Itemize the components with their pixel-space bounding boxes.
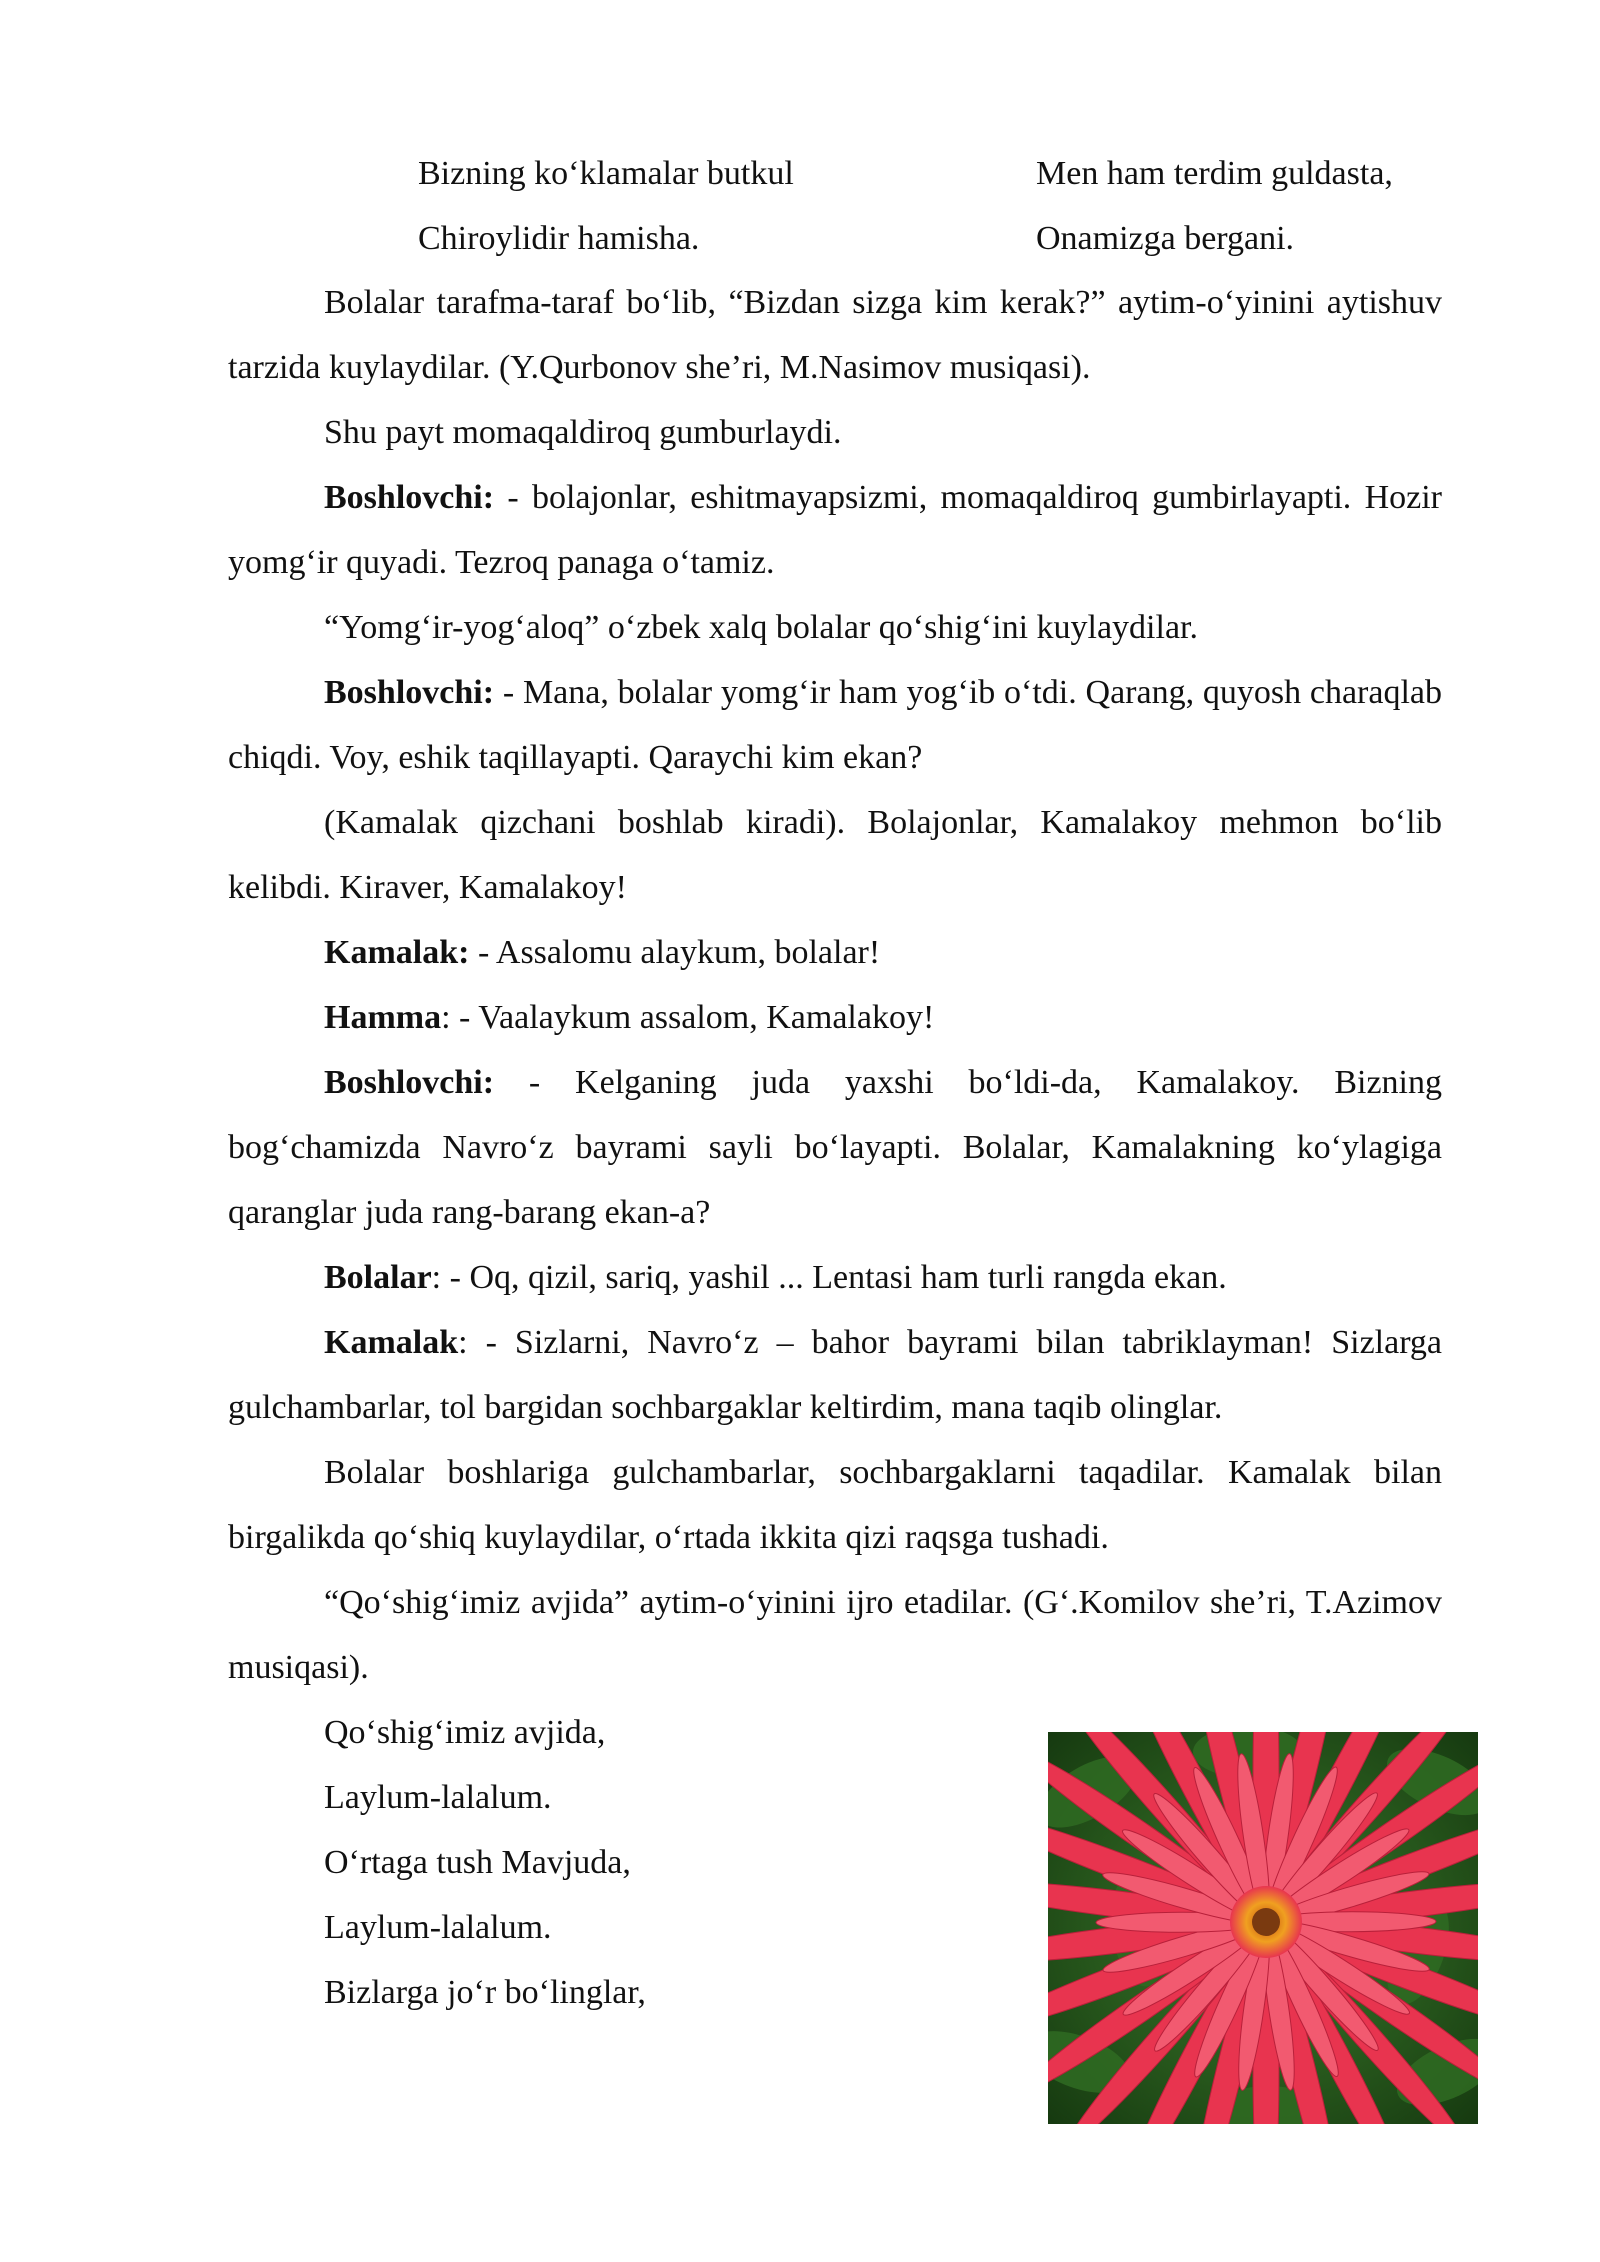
speaker-label: Boshlovchi: <box>324 674 495 711</box>
paragraph-13: “Qo‘shig‘imiz avjida” aytim-o‘yinini ijro etadilar. (G‘.Komilov she’ri, T.Azimov musiqasi). <box>228 1584 1442 1686</box>
paragraph-11: Kamalak: - Sizlarni, Navro‘z – bahor bayrami bilan tabriklayman! Sizlarga gulchambarlar, tol bargidan sochbargaklar keltirdim, mana taqib olinglar. <box>228 1324 1442 1426</box>
paragraph-1: Bolalar tarafma-taraf bo‘lib, “Bizdan sizga kim kerak?” aytim-o‘yinini aytishuv tarzida kuylaydilar. (Y.Qurbonov she’ri, M.Nasimov musiqasi). <box>228 284 1442 386</box>
verse-line-3: O‘rtaga tush Mavjuda, <box>324 1844 631 1881</box>
speaker-label: Kamalak: <box>324 934 470 971</box>
speaker-label: Bolalar <box>324 1259 432 1296</box>
verse-line-2: Laylum-lalalum. <box>324 1779 552 1816</box>
red-gerbera-flower-icon <box>1048 1732 1478 2124</box>
paragraph-7: Kamalak: - Assalomu alaykum, bolalar! <box>324 934 881 971</box>
flower-image <box>1048 1732 1478 2124</box>
paragraph-5: Boshlovchi: - Mana, bolalar yomg‘ir ham yog‘ib o‘tdi. Qarang, quyosh charaqlab chiqdi. Voy, eshik taqillayapti. Qaraychi kim ekan? <box>228 674 1442 776</box>
paragraph-10: Bolalar: - Oq, qizil, sariq, yashil ... Lentasi ham turli rangda ekan. <box>324 1259 1227 1296</box>
paragraph-3: Boshlovchi: - bolajonlar, eshitmayapsizmi, momaqaldiroq gumbirlayapti. Hozir yomg‘ir quyadi. Tezroq panaga o‘tamiz. <box>228 479 1443 581</box>
speaker-label: Boshlovchi: <box>324 479 495 516</box>
speaker-label: Boshlovchi: <box>324 1064 495 1101</box>
paragraph-6: (Kamalak qizchani boshlab kiradi). Bolajonlar, Kamalakoy mehmon bo‘lib kelibdi. Kiraver, Kamalakoy! <box>228 804 1442 906</box>
paragraph-2: Shu payt momaqaldiroq gumburlaydi. <box>324 414 842 451</box>
verse-line-1: Qo‘shig‘imiz avjida, <box>324 1714 606 1751</box>
verse-line-5: Bizlarga jo‘r bo‘linglar, <box>324 1974 646 2011</box>
paragraph-4: “Yomg‘ir-yog‘aloq” o‘zbek xalq bolalar qo‘shig‘ini kuylaydilar. <box>324 609 1198 646</box>
poem-right-line-2: Onamizga bergani. <box>1036 220 1295 257</box>
paragraph-12: Bolalar boshlariga gulchambarlar, sochbargaklarni taqadilar. Kamalak bilan birgalikda qo‘shiq kuylaydilar, o‘rtada ikkita qizi raqsga tushadi. <box>228 1454 1442 1556</box>
paragraph-8: Hamma: - Vaalaykum assalom, Kamalakoy! <box>324 999 935 1036</box>
verse-line-4: Laylum-lalalum. <box>324 1909 552 1946</box>
poem-left-line-2: Chiroylidir hamisha. <box>418 220 700 257</box>
speaker-label: Hamma <box>324 999 442 1036</box>
poem-left-line-1: Bizning ko‘klamalar butkul <box>418 155 794 192</box>
paragraph-9: Boshlovchi: - Kelganing juda yaxshi bo‘ldi-da, Kamalakoy. Bizning bog‘chamizda Navro‘z bayrami sayli bo‘layapti. Bolalar, Kamalakning ko‘ylagiga qaranglar juda rang-barang ekan-a? <box>228 1064 1442 1231</box>
poem-right-line-1: Men ham terdim guldasta, <box>1036 155 1393 192</box>
speaker-label: Kamalak <box>324 1324 459 1361</box>
